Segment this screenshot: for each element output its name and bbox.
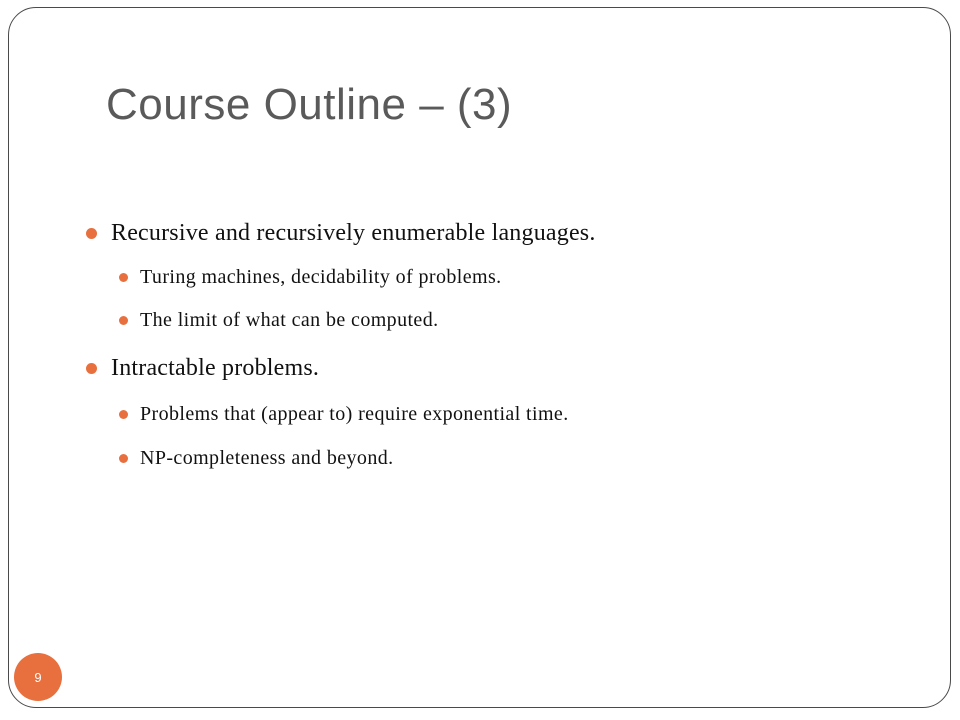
sub-bullet-item <box>119 266 502 289</box>
page-number-badge <box>14 653 62 701</box>
bullet-dot-icon <box>119 316 128 325</box>
bullet-dot-icon <box>86 228 97 239</box>
bullet-dot-icon <box>119 454 128 463</box>
sub-bullet-item <box>119 447 394 470</box>
page-number: 9 <box>34 669 42 685</box>
sub-bullet-text: Turing machines, decidability of problems. <box>140 266 502 288</box>
sub-bullet-item <box>119 309 439 332</box>
sub-bullet-text: The limit of what can be computed. <box>140 309 439 331</box>
bullet-text: Intractable problems. <box>111 355 320 381</box>
bullet-item <box>86 220 596 247</box>
sub-bullet-text: Problems that (appear to) require exponential time. <box>140 403 569 425</box>
bullet-dot-icon <box>119 410 128 419</box>
bullet-dot-icon <box>119 273 128 282</box>
bullet-text: Recursive and recursively enumerable languages. <box>111 220 596 246</box>
bullet-dot-icon <box>86 363 97 374</box>
sub-bullet-text: NP-completeness and beyond. <box>140 447 394 469</box>
bullet-item <box>86 355 319 382</box>
sub-bullet-item <box>119 403 569 426</box>
slide-title: Course Outline – (3) <box>106 80 513 129</box>
